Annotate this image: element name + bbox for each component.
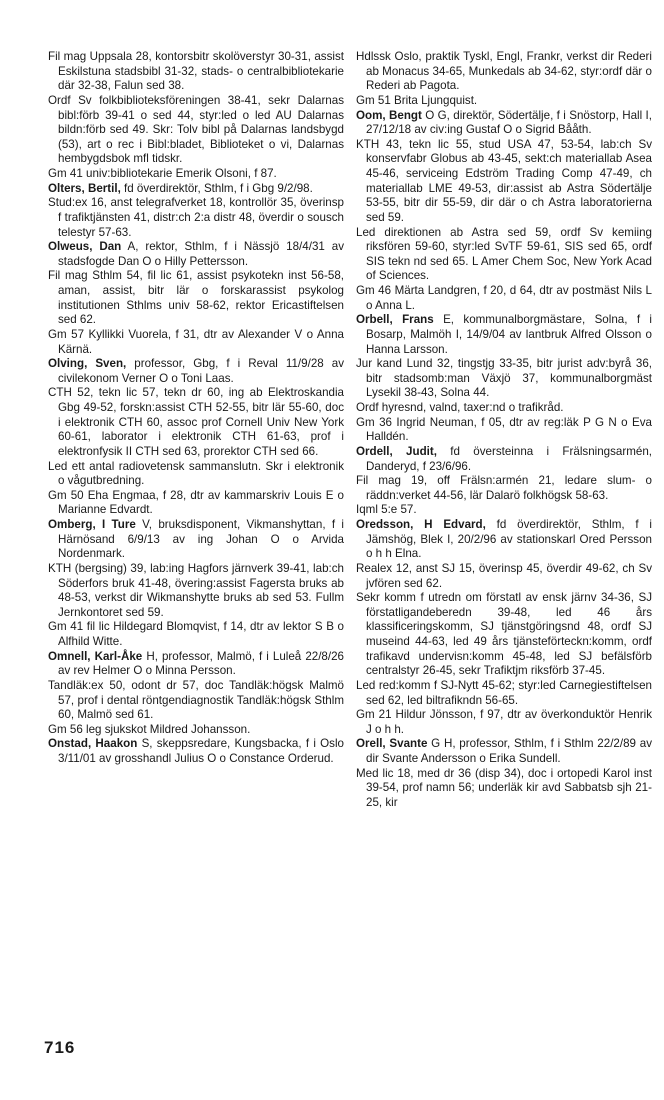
entry-name: Oredsson, H Edvard, — [356, 518, 486, 531]
biography-entry-text — [48, 489, 344, 518]
entry-body: Ordf hyresnd, valnd, taxer:nd o trafikråd. — [356, 401, 564, 414]
entry-name: Ordell, Judit, — [356, 444, 437, 458]
entry-body: fd överdirektör, Sthlm, f i Gbg 9/2/98. — [120, 181, 313, 195]
biography-entry-text — [48, 50, 344, 94]
entry-body: Fil mag Sthlm 54, fil lic 61, assist psykotekn inst 56-58, aman, assist, bitr lär o forskarassist psykolog institutionen Sthlms univ 58-62, rektor Ericastiftelsen sed 62. — [48, 269, 344, 327]
biography-entry-text — [356, 503, 652, 518]
entry-body: KTH (bergsing) 39, lab:ing Hagfors järnverk 39-41, lab:ch Söderfors bruk 41-48, övering:assist Fagersta bruks ab 48-53, verkst dir Wikmanshytte bruks ab sed 53. Fullm Jernkontoret sed 59. — [48, 561, 344, 619]
entry-body: Fil mag Uppsala 28, kontorsbitr skolöverstyr 30-31, assist Eskilstuna stadsbibl 31-32, stads- o centralbibliotekarie där 32-38, Falun sed 38. — [48, 50, 344, 93]
entry-body: Led ett antal radiovetensk sammanslutn. Skr i elektronik o vågutbredning. — [48, 459, 344, 488]
biography-entry-text — [356, 138, 652, 226]
biography-entry-heading — [356, 445, 652, 474]
biography-entry-heading — [48, 518, 344, 562]
biography-entry-text — [356, 708, 652, 737]
entry-name: Olters, Bertil, — [48, 181, 121, 195]
entry-body: Led direktionen ab Astra sed 59, ordf Sv kemiing riksfören 59-60, styr:led SvTF 59-61, SIS sed 65, ordf SIS tekn nd sed 65. L Amer Chem Soc, New York Acad of Sciences. — [356, 225, 652, 283]
entry-name: Olving, Sven, — [48, 357, 127, 371]
biography-entry-heading — [48, 182, 344, 197]
biography-entry-heading — [48, 650, 344, 679]
entry-name: Omberg, I Ture — [48, 518, 136, 531]
biography-entry-text — [48, 269, 344, 328]
biography-entry-text — [356, 474, 652, 503]
entry-body: Gm 50 Eha Engmaa, f 28, dtr av kammarskriv Louis E o Marianne Edvardt. — [48, 488, 344, 517]
biography-entry-text — [48, 679, 344, 723]
biography-entry-text — [48, 562, 344, 621]
biography-entry-heading — [356, 518, 652, 562]
biography-entry-text — [356, 767, 652, 811]
entry-name: Omnell, Karl-Åke — [48, 649, 143, 663]
biography-entry-text — [48, 620, 344, 649]
entry-body: Stud:ex 16, anst telegrafverket 18, kontrollör 35, överinsp f trafiktjänsten 41, distr:ch 2:a distr 48, överdir o sousch telestyr 57-63. — [48, 196, 344, 239]
entry-body: Fil mag 19, off Frälsn:armén 21, ledare slum- o räddn:verket 44-56, lär Dalarö folkhögsk 58-63. — [356, 474, 652, 502]
entry-body: Gm 51 Brita Ljungquist. — [356, 93, 478, 107]
biography-entry-heading — [356, 313, 652, 357]
entry-body: Gm 41 fil lic Hildegard Blomqvist, f 14, dtr av lektor S B o Alfhild Witte. — [48, 620, 344, 648]
entry-body: E, kommunalborgmästare, Solna, f i Bosarp, Malmöh I, 14/9/04 av lantbruk Alfred Olsson o Hanna Larsson. — [366, 313, 653, 356]
entry-body: Gm 41 univ:bibliotekarie Emerik Olsoni, f 87. — [48, 167, 277, 180]
biography-entry-text — [356, 357, 652, 401]
entry-name: Oom, Bengt — [356, 108, 422, 122]
biography-entry-heading — [48, 357, 344, 386]
biography-entry-heading — [356, 737, 652, 766]
left-column — [48, 50, 344, 767]
biography-entry-text — [356, 94, 652, 109]
entry-body: Iqml 5:e 57. — [356, 503, 417, 517]
entry-body: Hdlssk Oslo, praktik Tyskl, Engl, Frankr, verkst dir Rederi ab Monacus 34-65, Munkedals ab 34-62, styr:ordf där o Rederi ab Pagota. — [356, 50, 652, 93]
entry-body: Ordf Sv folkbiblioteksföreningen 38-41, sekr Dalarnas bibl:förb 39-41 o sed 44, styr:led o led AU Dalarnas bildn:förb sed 49. Skr: Tolv bibl på Dalarnas landsbygd (53), art o rec i Bibl:bladet, Biblioteket o vi, Dalarnas hembygdsbok mfl tidskr. — [48, 93, 344, 166]
entry-body: Led red:komm f SJ-Nytt 45-62; styr:led Carnegiestiftelsen sed 62, led biltrafikndn 56-65. — [356, 678, 652, 707]
entry-name: Orbell, Frans — [356, 313, 434, 327]
entry-body: Realex 12, anst SJ 15, överinsp 45, överdir 49-62, ch Sv jvfören sed 62. — [356, 561, 652, 590]
biography-entry-text — [356, 679, 652, 708]
biography-entry-text — [356, 591, 652, 679]
entry-body: Gm 46 Märta Landgren, f 20, d 64, dtr av postmäst Nils L o Anna L. — [356, 284, 652, 312]
entry-body: Gm 21 Hildur Jönsson, f 97, dtr av överkonduktör Henrik J o h h. — [356, 708, 652, 736]
entry-body: CTH 52, tekn lic 57, tekn dr 60, ing ab Elektroskandia Gbg 49-52, forskn:assist CTH 52-55, bitr lär 55-60, doc i elektronik CTH 60, assoc prof Cornell Univ New York 60-61, laborator i elektronik CTH 61-63, prof i elektronfysik II CTH sed 63, prorektor CTH sed 66. — [48, 386, 344, 458]
biography-entry-text — [356, 416, 652, 445]
biography-entry-text — [356, 401, 652, 416]
entry-body: H, professor, Malmö, f i Luleå 22/8/26 av rev Helmer O o Minna Persson. — [58, 649, 344, 678]
biography-entry-heading — [48, 240, 344, 269]
biography-entry-text — [356, 50, 652, 94]
biography-entry-heading — [356, 109, 652, 138]
entry-body: G H, professor, Sthlm, f i Sthlm 22/2/89 av dir Svante Andersson o Erika Sundell. — [366, 737, 652, 765]
entry-body: Gm 57 Kyllikki Vuorela, f 31, dtr av Alexander V o Anna Kärnä. — [48, 327, 344, 356]
entry-body: V, bruksdisponent, Vikmanshyttan, f i Härnösand 6/9/13 av ing Johan O o Arvida Nordenmark. — [58, 518, 344, 561]
biography-entry-text — [48, 328, 344, 357]
right-column — [356, 50, 652, 811]
entry-name: Olweus, Dan — [48, 240, 122, 254]
entry-body: O G, direktör, Södertälje, f i Snöstorp, Hall I, 27/12/18 av civ:ing Gustaf O o Sigrid Bååth. — [366, 108, 653, 137]
biography-entry-heading — [48, 737, 344, 766]
biography-entry-text — [356, 284, 652, 313]
entry-name: Orell, Svante — [356, 737, 428, 751]
biography-entry-text — [48, 196, 344, 240]
biography-entry-text — [48, 386, 344, 459]
entry-body: A, rektor, Sthlm, f i Nässjö 18/4/31 av stadsfogde Dan O o Hilly Pettersson. — [58, 240, 344, 268]
entry-body: KTH 43, tekn lic 55, stud USA 47, 53-54, lab:ch Sv konservfabr Globus ab 43-45, sekt:ch materiallab Asea 45-46, serviceing Edström Trading Comp 47-49, ch materiallab LME 49-53, dir:assist ab Astra Södertälje 53-55, bitr dir 55-59, dir där o ch Astra laboratorierna sed 59. — [356, 137, 652, 224]
biography-entry-text — [356, 562, 652, 591]
entry-body: fd översteinna i Frälsningsarmén, Danderyd, f 23/6/96. — [366, 444, 652, 473]
entry-body: professor, Gbg, f i Reval 11/9/28 av civilekonom Verner O o Toni Laas. — [58, 357, 344, 385]
entry-body: Sekr komm f utredn om förstatl av ensk järnv 34-36, SJ förstatligandeberedn 39-48, led 46 års klassificeringskomm, SJ tjänstgöringsnd 48, ordf SJ museind 44-63, led 49 års tjänsteförteckn:komm, ordf trafikavd undervisn:komm 45-48, led SJ befälsförb centralstyr 26-45, sekr Trafiktjm riksförb 37-45. — [356, 591, 652, 678]
biography-entry-text — [356, 226, 652, 285]
entry-name: Onstad, Haakon — [48, 737, 138, 751]
entry-body: S, skeppsredare, Kungsbacka, f i Oslo 3/11/01 av grosshandl Julius O o Constance Orderud. — [58, 737, 344, 765]
entry-body: Gm 36 Ingrid Neuman, f 05, dtr av reg:läk P G N o Eva Halldén. — [356, 415, 652, 444]
biography-entry-text — [48, 460, 344, 489]
biography-entry-text — [48, 723, 344, 738]
entry-body: Tandläk:ex 50, odont dr 57, doc Tandläk:högsk Malmö 57, prof i dental röntgendiagnostik Tandläk:högsk Sthlm 60, Malmö sed 61. — [48, 678, 344, 722]
entry-body: fd överdirektör, Sthlm, f i Jämshög, Blek I, 20/2/96 av stationskarl Ored Persson o h h Elna. — [366, 518, 652, 561]
entry-body: Gm 56 leg sjukskot Mildred Johansson. — [48, 722, 251, 736]
biography-entry-text — [48, 94, 344, 167]
entry-body: Jur kand Lund 32, tingstjg 33-35, bitr jurist adv:byrå 36, bitr stadsomb:man Växjö 37, kommunalborgmäst Lysekil 38-43, Solna 44. — [356, 357, 652, 400]
biography-entry-text — [48, 167, 344, 182]
page-number: 716 — [44, 1038, 76, 1057]
entry-body: Med lic 18, med dr 36 (disp 34), doc i ortopedi Karol inst 39-54, prof namn 56; underläk kir avd Sabbatsb sjh 21-25, kir — [356, 766, 652, 809]
